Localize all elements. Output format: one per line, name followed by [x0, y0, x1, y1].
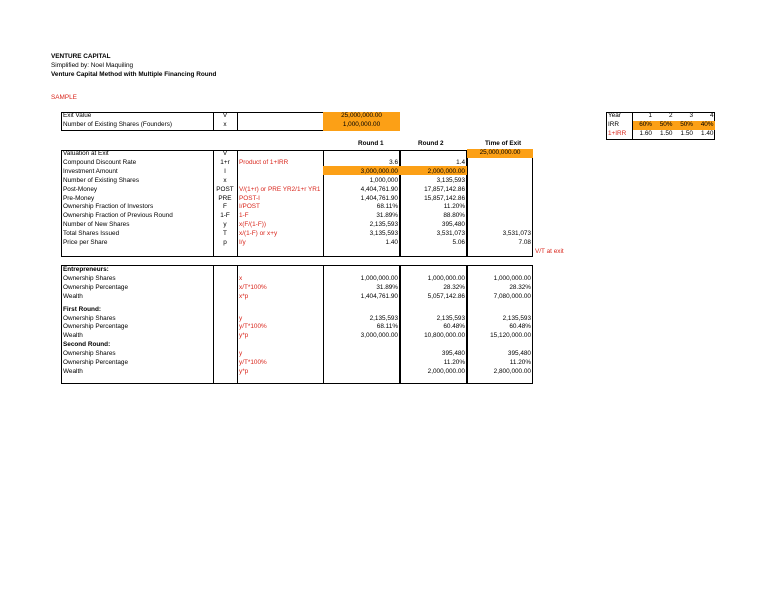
- irr-cell: 1.50: [680, 130, 693, 137]
- irr-row-label: Year: [608, 112, 621, 119]
- row-formula: POST-I: [239, 194, 260, 202]
- group-row-round1: 1,404,761.90: [360, 292, 398, 300]
- irr-cell: 40%: [700, 121, 714, 128]
- group-row-exit: 11.20%: [509, 359, 531, 366]
- input-value: 1,000,000.00: [342, 121, 381, 128]
- group-row-exit: 15,120,000.00: [490, 332, 531, 340]
- irr-row-label: 1+IRR: [608, 130, 627, 137]
- row-round2: 1.4: [456, 158, 465, 166]
- group-row-round2: 1,000,000.00: [427, 274, 465, 282]
- row-round2: 3,135,593: [436, 176, 465, 184]
- row-symbol: p: [223, 239, 227, 246]
- input-value: 25,000,000.00: [341, 112, 382, 119]
- group-row-formula: y/T*100%: [239, 323, 267, 331]
- row-label: Price per Share: [63, 239, 108, 246]
- group-row-label: Wealth: [63, 367, 83, 375]
- col-round2: Round 2: [418, 140, 444, 147]
- irr-row-label: IRR: [608, 121, 620, 128]
- row-formula: I/POST: [239, 203, 260, 211]
- row-round1: 31.89%: [376, 212, 398, 220]
- irr-cell: 1.40: [701, 130, 714, 137]
- row-formula: V/(1+r) or PRE YR2/1+r YR1: [239, 185, 321, 193]
- group-row-formula: y/T*100%: [239, 359, 267, 366]
- row-round2: 88.80%: [443, 212, 465, 220]
- group-row-formula: x/T*100%: [239, 283, 267, 291]
- row-symbol: T: [223, 230, 227, 238]
- row-label: Number of Existing Shares: [63, 176, 140, 184]
- irr-cell: 3: [689, 112, 693, 119]
- row-round1: 1,000,000: [369, 176, 398, 184]
- group-row-formula: x: [239, 274, 243, 282]
- group-row-formula: y*p: [239, 367, 249, 375]
- row-label: Ownership Fraction of Previous Round: [63, 212, 173, 220]
- group-row-round2: 2,135,593: [436, 314, 465, 322]
- input-symbol: V: [222, 112, 228, 119]
- group-row-label: Ownership Percentage: [63, 359, 129, 366]
- irr-cell: 1.50: [660, 130, 673, 137]
- group-row-round2: 10,800,000.00: [424, 332, 465, 340]
- group-row-label: Ownership Percentage: [63, 283, 129, 291]
- group-row-exit: 7,080,000.00: [493, 292, 531, 300]
- row-symbol: V: [222, 150, 228, 157]
- group-row-round2: 60.48%: [443, 323, 465, 331]
- row-symbol: 1+r: [220, 158, 230, 166]
- row-round2: 5.06: [452, 239, 465, 246]
- group-row-exit: 28.32%: [509, 283, 531, 291]
- row-formula: I/y: [239, 239, 246, 246]
- row-label: Number of New Shares: [63, 221, 130, 229]
- row-round1: 1,404,761.90: [360, 194, 398, 202]
- row-round2: 11.20%: [443, 203, 465, 211]
- group-row-round2: 2,000,000.00: [427, 367, 465, 375]
- group-row-exit: 395,480: [507, 350, 531, 358]
- row-formula: 1-F: [239, 212, 249, 220]
- irr-cell: 2: [668, 112, 673, 119]
- sheet-title: VENTURE CAPITAL: [51, 53, 111, 60]
- irr-cell: 50%: [680, 121, 693, 128]
- row-round1: 2,135,593: [369, 221, 398, 229]
- row-round2: 2,000,000.00: [427, 167, 465, 175]
- group-row-exit: 60.48%: [509, 323, 531, 331]
- row-symbol: F: [223, 203, 227, 211]
- group-row-exit: 2,135,593: [502, 314, 531, 322]
- group-row-exit: 1,000,000.00: [493, 274, 531, 282]
- group-row-round2: 395,480: [441, 350, 465, 358]
- row-round2: 395,480: [441, 221, 465, 229]
- group-row-round2: 28.32%: [443, 283, 465, 291]
- group-row-exit: 2,800,000.00: [493, 367, 531, 375]
- row-round1: 3,135,593: [369, 230, 398, 238]
- row-symbol: y: [223, 221, 227, 229]
- row-label: Valuation at Exit: [63, 150, 109, 157]
- group-row-formula: y*p: [239, 332, 249, 340]
- group-row-round1: 31.89%: [376, 283, 398, 291]
- group-row-round1: 2,135,593: [369, 314, 398, 322]
- group-row-round1: 3,000,000.00: [360, 332, 398, 340]
- group-row-label: Ownership Shares: [63, 314, 116, 322]
- group-row-formula: y: [239, 314, 243, 322]
- input-label: Exit Value: [63, 112, 92, 119]
- row-symbol: POST: [216, 185, 234, 193]
- irr-cell: 60%: [639, 121, 652, 128]
- row-round1: 3,000,000.00: [360, 167, 398, 175]
- row-label: Pre-Money: [63, 194, 95, 202]
- row-round1: 1.40: [385, 239, 398, 246]
- row-label: Total Shares Issued: [63, 230, 120, 238]
- row-symbol: x: [223, 176, 227, 184]
- row-round2: 17,857,142.86: [424, 185, 465, 193]
- row-exit: 3,531,073: [502, 230, 531, 238]
- row-label: Investment Amount: [63, 167, 118, 175]
- group-row-label: Ownership Shares: [63, 350, 116, 358]
- group-row-formula: y: [239, 350, 243, 358]
- row-label: Ownership Fraction of Investors: [63, 203, 154, 211]
- row-round2: 3,531,073: [436, 230, 465, 238]
- row-label: Post-Money: [63, 185, 98, 193]
- row-formula: x(F/(1-F)): [239, 221, 266, 229]
- row-round2: 15,857,142.86: [424, 194, 465, 202]
- group-row-round1: 1,000,000.00: [360, 274, 398, 282]
- group-row-label: Wealth: [63, 332, 83, 340]
- row-formula: x/(1-F) or x+y: [239, 230, 278, 238]
- group-row-label: Wealth: [63, 292, 83, 300]
- group-row-formula: x*p: [239, 292, 249, 300]
- irr-cell: 1: [648, 112, 652, 119]
- group-row-round2: 5,057,142.86: [427, 292, 465, 300]
- sheet-subtitle: Venture Capital Method with Multiple Financing Round: [51, 71, 217, 78]
- group-title: First Round:: [63, 305, 101, 313]
- row-round1: 3.6: [389, 158, 398, 166]
- exit-note: V/T at exit: [535, 248, 564, 255]
- row-round1: 68.11%: [376, 203, 398, 211]
- row-symbol: I: [224, 167, 226, 175]
- irr-cell: 50%: [659, 121, 673, 128]
- group-row-round1: 68.11%: [376, 323, 398, 331]
- col-round1: Round 1: [358, 140, 384, 147]
- row-label: Compound Discount Rate: [63, 158, 137, 166]
- row-exit: 7.08: [518, 239, 531, 246]
- row-symbol: 1-F: [220, 212, 230, 220]
- group-title: Second Round:: [63, 341, 111, 349]
- irr-cell: 4: [709, 112, 714, 119]
- input-symbol: x: [223, 121, 227, 128]
- row-formula: Product of 1+IRR: [239, 158, 289, 166]
- row-symbol: PRE: [218, 194, 232, 202]
- col-exit: Time of Exit: [485, 140, 522, 147]
- group-row-label: Ownership Percentage: [63, 323, 129, 331]
- sample-label: SAMPLE: [51, 94, 77, 101]
- row-round1: 4,404,761.90: [360, 185, 398, 193]
- group-row-round2: 11.20%: [443, 359, 465, 366]
- author-line: Simplified by: Noel Maquiling: [51, 62, 134, 69]
- group-row-label: Ownership Shares: [63, 274, 116, 282]
- irr-cell: 1.60: [639, 130, 652, 137]
- input-label: Number of Existing Shares (Founders): [63, 121, 173, 128]
- exit-value: 25,000,000.00: [479, 149, 521, 156]
- group-title: Entrepreneurs:: [63, 266, 109, 273]
